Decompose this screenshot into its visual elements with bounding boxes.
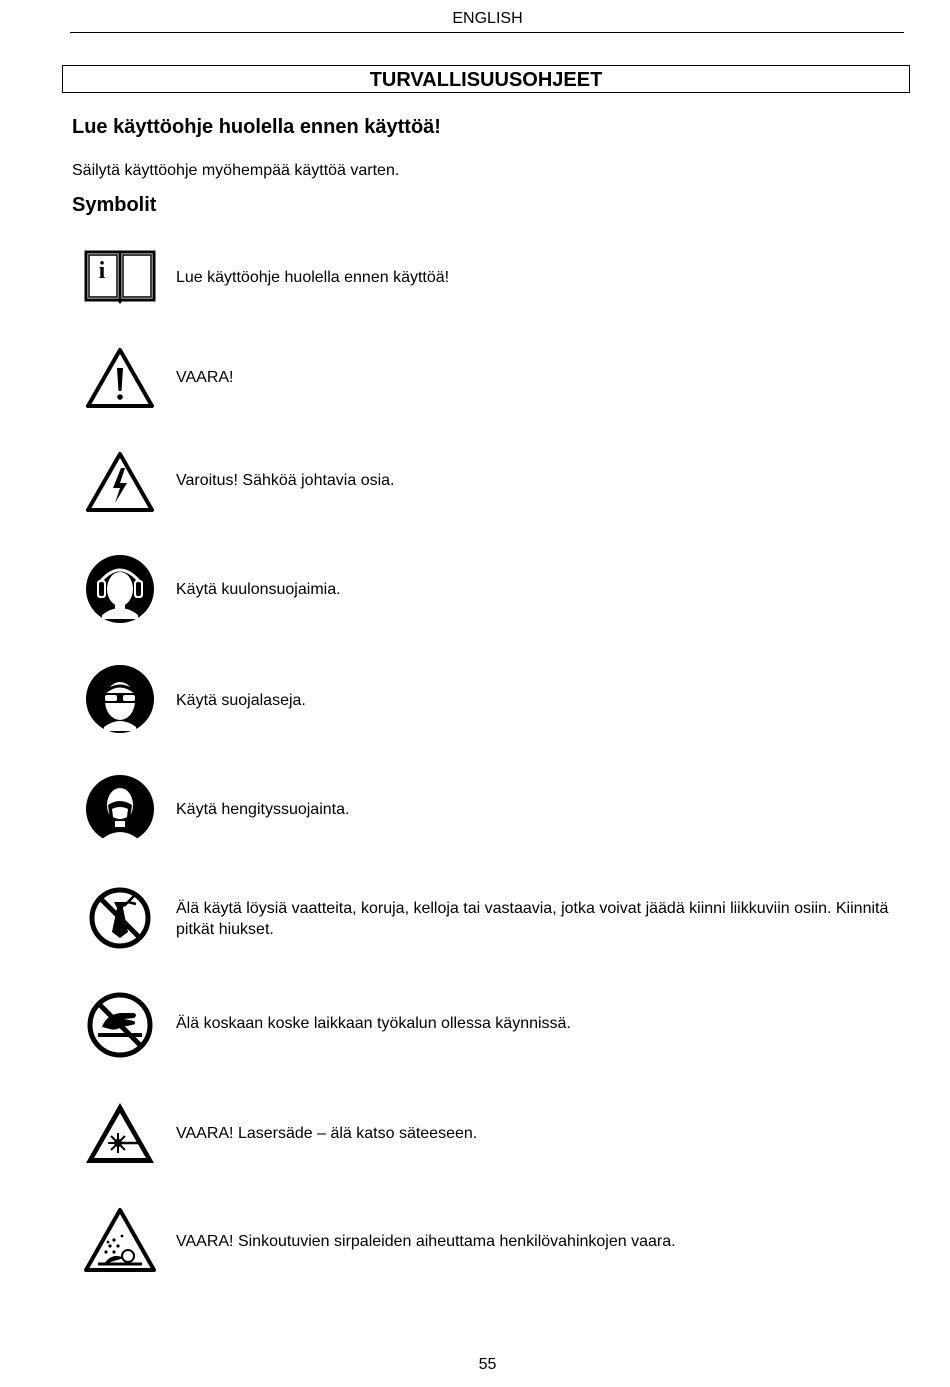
intro-heading: Lue käyttöohje huolella ennen käyttöä! [72, 116, 441, 138]
symbol-text: Varoitus! Sähköä johtavia osia. [176, 472, 395, 489]
no-touch-icon [84, 989, 156, 1061]
symbol-text: Käytä kuulonsuojaimia. [176, 581, 341, 598]
hearing-protection-icon [84, 553, 156, 625]
respiratory-protection-icon [84, 773, 156, 845]
manual-book-icon [84, 242, 156, 314]
symbol-text: VAARA! Lasersäde – älä katso säteeseen. [176, 1125, 478, 1142]
symbol-text: VAARA! [176, 369, 234, 386]
warning-triangle-icon [84, 344, 156, 416]
symbol-text: VAARA! Sinkoutuvien sirpaleiden aiheuttama henkilövahinkojen vaara. [176, 1233, 676, 1250]
intro-paragraph: Säilytä käyttöohje myöhempää käyttöä varten. [72, 162, 400, 179]
eye-protection-icon [84, 663, 156, 735]
header-divider [70, 32, 904, 33]
page-title: TURVALLISUUSOHJEET [62, 65, 910, 93]
symbol-text: Käytä suojalaseja. [176, 692, 306, 709]
no-loose-clothing-icon [84, 882, 156, 954]
header-language: ENGLISH [452, 10, 523, 27]
symbol-text: Lue käyttöohje huolella ennen käyttöä! [176, 269, 450, 286]
symbol-text: Käytä hengityssuojainta. [176, 801, 350, 818]
symbols-heading: Symbolit [72, 194, 157, 216]
electric-shock-icon [84, 448, 156, 520]
svg-text:i: i [98, 258, 106, 284]
symbol-text: Älä käytä löysiä vaatteita, koruja, kelloja tai vastaavia, jotka voivat jäädä kiinni liikkuviin osiin. Kiinnitä pitkät hiukset. [176, 900, 889, 938]
page-number: 55 [478, 1356, 497, 1373]
laser-warning-icon [84, 1099, 156, 1171]
symbol-text: Älä koskaan koske laikkaan työkalun ollessa käynnissä. [176, 1015, 571, 1032]
flying-debris-icon [84, 1206, 156, 1278]
